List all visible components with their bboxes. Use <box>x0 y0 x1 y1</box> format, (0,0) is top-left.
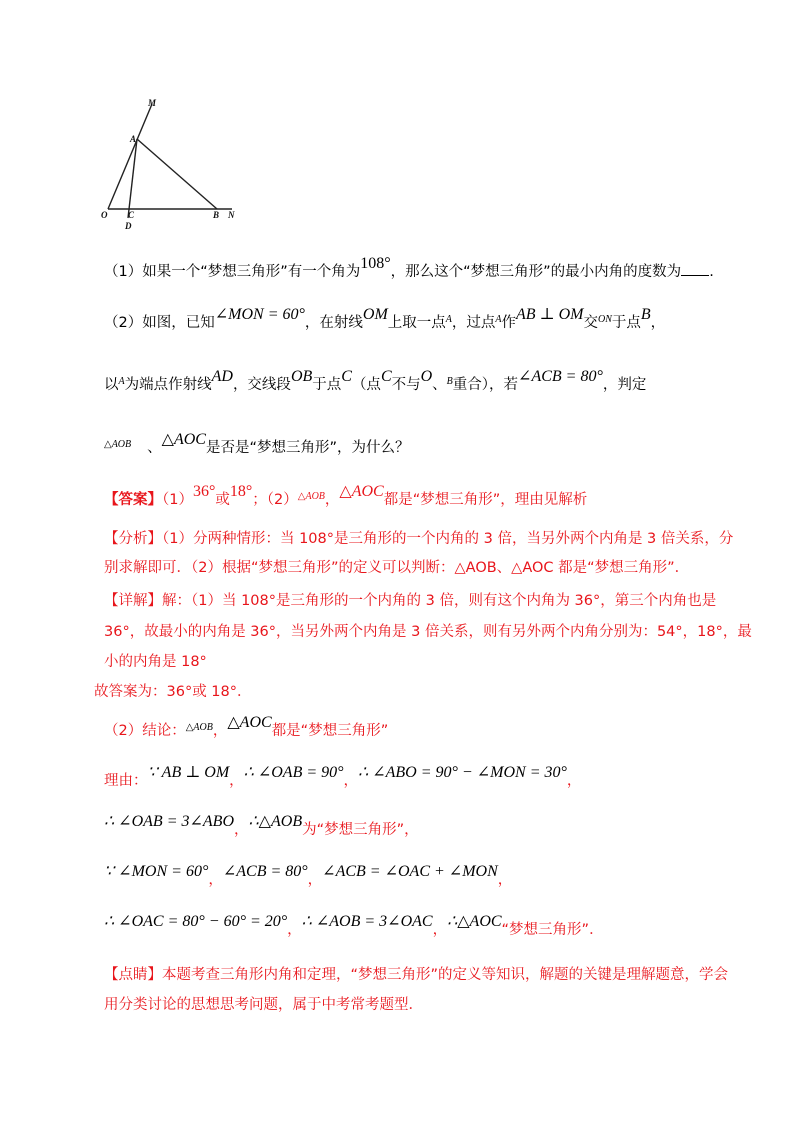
label-c: C <box>128 210 135 220</box>
reason-line-1: 理由：∵ AB ⊥ OM，∴ ∠OAB = 90°，∴ ∠ABO = 90° − ∠MON = 30°， <box>104 764 582 789</box>
question-2-line-1: （2）如图，已知∠MON = 60°，在射线OM上取一点$^A$，过点$^A$作AB ⊥ OM交$^{ON}$于点B， <box>104 306 666 331</box>
detail-line-1: 【详解】解：（1）当 108°是三角形的一个内角的 3 倍，则有这个内角为 36°，第三个内角也是 <box>104 593 717 609</box>
question-1: （1）如果一个“梦想三角形”有一个角为108°，那么这个“梦想三角形”的最小内角的度数为 . <box>104 255 714 280</box>
detail-line-3: 小的内角是 18° <box>104 654 207 670</box>
label-a: A <box>130 134 137 144</box>
conclusion-line: （2）结论：$^{\triangle AOB}$，△AOC都是“梦想三角形” <box>104 714 389 739</box>
question-2-line-2: 以$^A$为端点作射线AD，交线段OB于点C（点C不与O、$^B$重合），若∠ACB = 80°，判定 <box>104 368 647 393</box>
label-b: B <box>213 210 220 220</box>
analysis-line-1: 【分析】（1）分两种情形：当 108°是三角形的一个内角的 3 倍，当另外两个内角是 3 倍关系，分 <box>104 531 734 547</box>
reason-line-4: ∴ ∠OAC = 80° − 60° = 20°，∴ ∠AOB = 3∠OAC，∴△AOC“梦想三角形”． <box>104 913 604 938</box>
angle-108: 108° <box>360 255 391 272</box>
comment-line-2: 用分类讨论的思想思考问题，属于中考常考题型． <box>104 997 423 1013</box>
detail-line-2: 36°，故最小的内角是 36°，当另外两个内角是 3 倍关系，则有另外两个内角分别为：54°，18°，最 <box>104 624 752 640</box>
label-d: D <box>125 221 132 231</box>
reason-line-3: ∵ ∠MON = 60°，∠ACB = 80°，∠ACB = ∠OAC + ∠MON， <box>104 863 513 888</box>
label-n: N <box>228 210 235 220</box>
geometry-figure <box>92 96 252 236</box>
answer-blank <box>681 261 709 276</box>
comment-line-1: 【点睛】本题考查三角形内角和定理，“梦想三角形”的定义等知识，解题的关键是理解题意，学会 <box>104 967 729 983</box>
label-m: M <box>148 98 157 108</box>
question-2-line-3: $^{\triangle AOB}$ 、△AOC是否是“梦想三角形”，为什么？ <box>104 431 410 456</box>
reason-line-2: ∴ ∠OAB = 3∠ABO，∴△AOB为“梦想三角形”， <box>104 813 419 838</box>
analysis-line-2: 别求解即可．（2）根据“梦想三角形”的定义可以判断：△AOB、△AOC 都是“梦想三角形”． <box>104 560 690 576</box>
answer-line: 【答案】（1）36°或18°；$(2)^{\triangle AOB}$，△AOC都是“梦想三角形”，理由见解析 <box>104 483 588 508</box>
detail-line-4: 故答案为：36°或 18°． <box>94 684 252 700</box>
label-o: O <box>101 210 108 220</box>
